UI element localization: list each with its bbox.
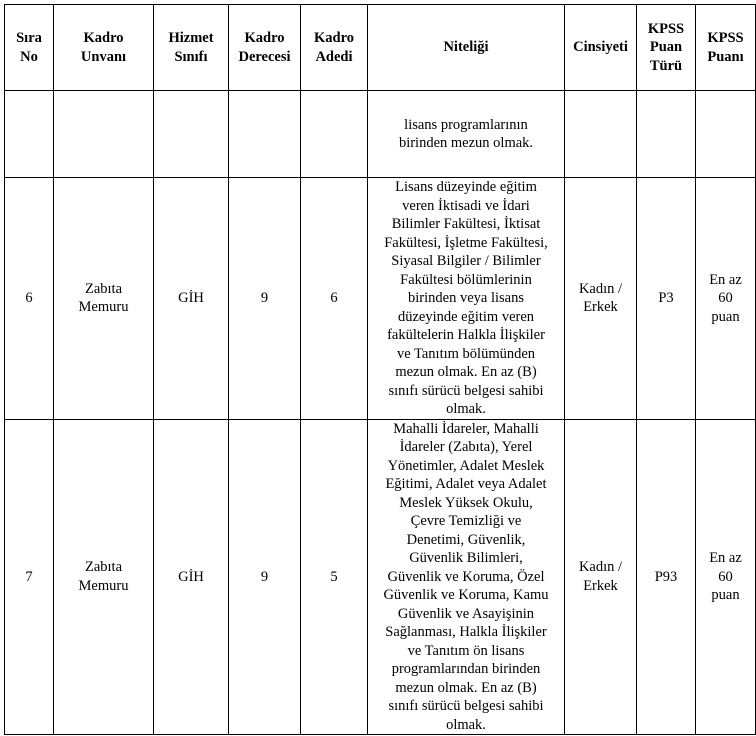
cell-kadro-adedi	[301, 91, 368, 178]
cell-cinsiyeti	[565, 91, 637, 178]
cell-kadro-unvani	[54, 91, 154, 178]
table-row	[5, 178, 756, 420]
header-sira-no: Sıra No	[5, 5, 54, 91]
cell-kpss-puan-turu: P3	[637, 178, 696, 420]
header-cinsiyeti: Cinsiyeti	[565, 5, 637, 91]
cell-kadro-derecesi: 9	[229, 419, 301, 735]
header-kadro-unvani: Kadro Unvanı	[54, 5, 154, 91]
header-hizmet-sinifi: Hizmet Sınıfı	[154, 5, 229, 91]
cell-sira-no	[5, 91, 54, 178]
cell-kpss-puan-turu: P93	[637, 419, 696, 735]
header-kadro-derecesi: Kadro Derecesi	[229, 5, 301, 91]
cell-hizmet-sinifi	[154, 91, 229, 178]
cell-kadro-unvani: Zabıta Memuru	[54, 419, 154, 735]
cell-niteligi: lisans programlarının birinden mezun olmak.	[368, 91, 565, 178]
cell-sira-no: 6	[5, 178, 54, 420]
cell-kpss-puan-turu	[637, 91, 696, 178]
cell-kadro-derecesi	[229, 91, 301, 178]
cell-kpss-puani: En az 60 puan	[696, 178, 756, 420]
header-niteligi: Niteliği	[368, 5, 565, 91]
cell-cinsiyeti: Kadın / Erkek	[565, 178, 637, 420]
cell-cinsiyeti: Kadın / Erkek	[565, 419, 637, 735]
cell-niteligi: Lisans düzeyinde eğitim veren İktisadi ve İdari Bilimler Fakültesi, İktisat Fakültesi, İşletme Fakültesi, Siyasal Bilgiler / Bilimler Fakültesi bölümlerinin birinden veya lisans düzeyinde eğitim veren fakültelerin Halkla İlişkiler ve Tanıtım bölümünden mezun olmak. En az (B) sınıfı sürücü belgesi sahibi olmak.	[368, 178, 565, 420]
cell-kpss-puani: En az 60 puan	[696, 419, 756, 735]
cell-niteligi: Mahalli İdareler, Mahalli İdareler (Zabıta), Yerel Yönetimler, Adalet Meslek Eğitimi, Adalet veya Adalet Meslek Yüksek Okulu, Çevre Temizliği ve Denetimi, Güvenlik, Güvenlik Bilimleri, Güvenlik ve Koruma, Özel Güvenlik ve Koruma, Kamu Güvenlik ve Asayişinin Sağlanması, Halkla İlişkiler ve Tanıtım ön lisans programlarından birinden mezun olmak. En az (B) sınıfı sürücü belgesi sahibi olmak.	[368, 419, 565, 735]
header-kadro-adedi: Kadro Adedi	[301, 5, 368, 91]
cell-kadro-adedi: 6	[301, 178, 368, 420]
cell-hizmet-sinifi: GİH	[154, 419, 229, 735]
header-row	[5, 5, 756, 91]
cell-kadro-adedi: 5	[301, 419, 368, 735]
cell-sira-no: 7	[5, 419, 54, 735]
header-kpss-puan-turu: KPSS Puan Türü	[637, 5, 696, 91]
cell-hizmet-sinifi: GİH	[154, 178, 229, 420]
table-row	[5, 91, 756, 178]
cell-kadro-unvani: Zabıta Memuru	[54, 178, 154, 420]
header-kpss-puani: KPSS Puanı	[696, 5, 756, 91]
table-row	[5, 419, 756, 735]
positions-table	[4, 4, 756, 735]
cell-kpss-puani	[696, 91, 756, 178]
cell-kadro-derecesi: 9	[229, 178, 301, 420]
